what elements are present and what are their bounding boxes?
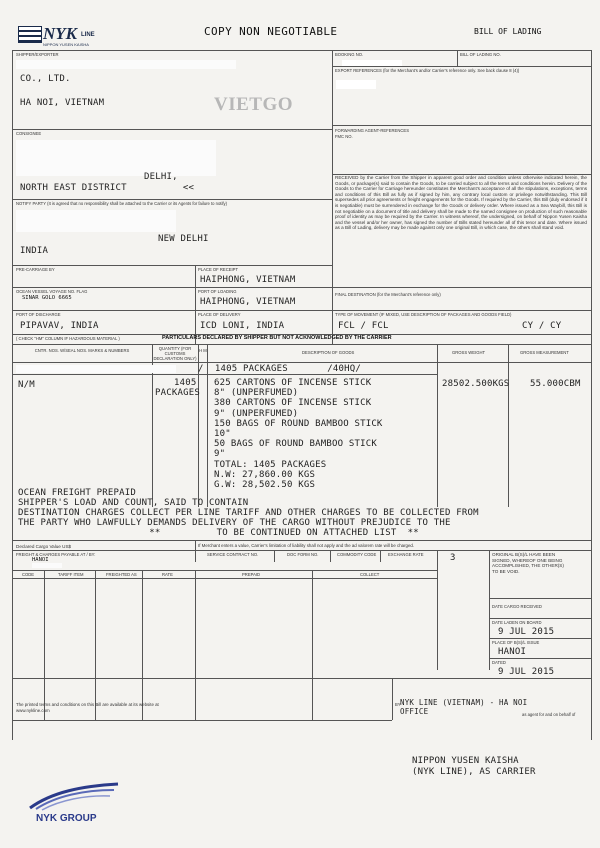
gross-weight-value: 28502.500KGS	[442, 379, 510, 389]
place-delivery-label: PLACE OF DELIVERY	[198, 312, 241, 317]
quantity-value: 1405	[174, 378, 197, 388]
tariff-label: TARIFF ITEM	[58, 572, 84, 577]
collect-label: COLLECT	[360, 572, 380, 577]
marks-value: N/M	[18, 380, 35, 390]
marks-label: CNTR. NOS. W/SEAL NOS. MARKS & NUMBERS	[34, 348, 130, 353]
port-loading-label: PORT OF LOADING	[198, 289, 237, 294]
goods-line: G.W: 28,502.50 KGS	[214, 480, 316, 491]
gross-weight-label: GROSS WEIGHT	[452, 350, 486, 355]
watermark: VIETGO	[214, 94, 294, 115]
quantity-unit: PACKAGES	[155, 388, 200, 398]
consignee-line2: NORTH EAST DISTRICT <<	[20, 183, 195, 193]
cargo-received-label: DATE CARGO RECEIVED	[492, 604, 542, 609]
bl-no-label: BILL OF LADING NO.	[460, 52, 501, 57]
agent-line1: NYK LINE (VIETNAM) - HA NOI	[400, 698, 528, 707]
place-delivery-value: ICD LONI, INDIA	[200, 321, 285, 331]
carrier-line1: NIPPON YUSEN KAISHA	[412, 756, 519, 766]
freight-payable-value: HANOI	[32, 557, 49, 563]
place-receipt-label: PLACE OF RECEIPT	[198, 267, 239, 272]
port-loading-value: HAIPHONG, VIETNAM	[200, 297, 296, 307]
hm-label: H M	[199, 348, 207, 353]
freight-payable-label: FREIGHT & CHARGES PAYABLE AT / BY:	[16, 552, 96, 557]
pre-carriage-label: PRE-CARRIAGE BY	[16, 267, 55, 272]
goods-line: 50 BAGS OF ROUND BAMBOO STICK	[214, 439, 377, 450]
logo-text: NYK	[43, 24, 77, 43]
particulars-label: PARTICULARS DECLARED BY SHIPPER BUT NOT ACKNOWLEDGED BY THE CARRIER	[162, 335, 392, 341]
date-laden-value: 9 JUL 2015	[498, 627, 555, 637]
freighted-as-label: FREIGHTED AS	[106, 572, 137, 577]
freight-clause: SHIPPER'S LOAD AND COUNT, SAID TO CONTAIN	[18, 498, 249, 508]
logo-sub: NIPPON YUSEN KAISHA	[43, 42, 89, 47]
final-dest-label: FINAL DESTINATION (for the Merchant's reference only)	[335, 292, 441, 297]
date-laden-label: DATE LADEN ON BOARD	[492, 620, 542, 625]
notify-line1: NEW DELHI	[158, 234, 209, 244]
shipper-line2: HA NOI, VIETNAM	[20, 98, 105, 108]
goods-line: 9" (UNPERFUMED)	[214, 408, 299, 419]
freight-clause: OCEAN FREIGHT PREPAID	[18, 488, 136, 498]
goods-line: 10"	[214, 429, 231, 440]
place-issue-label: PLACE OF B(S)/L ISSUE	[492, 640, 540, 645]
movement-label: TYPE OF MOVEMENT (IF MIXED, USE DESCRIPTION OF PACKAGES AND GOODS FIELD)	[335, 312, 512, 317]
commodity-label: COMMODITY CODE	[337, 552, 377, 557]
dated-label: DATED	[492, 660, 506, 665]
port-discharge-value: PIPAVAV, INDIA	[20, 321, 99, 331]
received-terms: RECEIVED by the Carrier from the Shipper in apparent good order and condition unless otherwise indicated herein, the Goods, or package(s) said to contain the Goods, to be carried subject to all the terms and conditions herein. Delivery of the Goods to the Carrier for Carriage hereunder constitutes the Merchant's acceptance of all the stipulations, exceptions, terms and conditions of this Bill as fully as if signed by him, any contrary local custom or privilege notwithstanding. This Bill supersedes all prior agreements or freight engagements for the Goods. If required by the Carrier, this Bill (duly endorsed if it is negotiable) must be surrendered in exchange for the Goods or delivery order. Where issued as a Sea Waybill, this Bill is not negotiable on a document of title and delivery shall be made to the named consignee on production of such reasonable proof of identity as may be required by the Carrier. In witness whereof, the undersigned, on behalf of Nippon Yusen Kaisha and the vessel and/or her owner, has signed the number of Bills stated hereunder all of this tenor and date. Where issued as a Bill of Lading, delivery may be made against only one original Bill, in which case, the others shall stand void.	[335, 175, 587, 231]
originals-count: 3	[450, 553, 456, 563]
gross-measure-value: 55.000CBM	[530, 379, 581, 389]
nyk-flag-icon	[18, 26, 42, 43]
goods-line: 9"	[214, 449, 226, 460]
code-label: CODE	[22, 572, 35, 577]
by-label: BY	[395, 702, 401, 707]
hazard-label: ( CHECK "HM" COLUMN IF HAZARDOUS MATERIAL )	[16, 336, 120, 341]
container-line: / 1405 PACKAGES /40HQ/	[198, 364, 361, 374]
prepaid-label: PREPAID	[242, 572, 261, 577]
freight-clauses	[18, 488, 479, 538]
booking-no-label: BOOKING NO.	[335, 52, 364, 57]
vessel-value: SINAR GOLO 6665	[22, 295, 72, 301]
exchange-label: EXCHANGE RATE	[388, 552, 424, 557]
declared-value-label: Declared Cargo Value US$	[16, 544, 72, 549]
bill-of-lading-page	[12, 22, 592, 830]
port-discharge-label: PORT OF DISCHARGE	[16, 312, 61, 317]
consignee-label: CONSIGNEE	[16, 131, 42, 136]
goods-line: 150 BAGS OF ROUND BAMBOO STICK	[214, 418, 383, 429]
shipper-line1: CO., LTD.	[20, 74, 71, 84]
qty-label: QUANTITY (FOR CUSTOMS DECLARATION ONLY)	[153, 346, 197, 361]
group-logo-text: NYK GROUP	[36, 813, 97, 824]
goods-line: N.W: 27,860.00 KGS	[214, 469, 316, 480]
agent-line2: OFFICE	[400, 707, 429, 716]
goods-description	[214, 378, 383, 490]
vessel-label: OCEAN VESSEL VOYAGE NO. FLAG	[16, 289, 88, 294]
logo-line: LINE	[81, 32, 95, 38]
declared-value-note: If Merchant enters a value, Carrier's limitation of liability shall not apply and the ad valorem rate will be charged.	[198, 543, 415, 548]
shipper-label: SHIPPER/EXPORTER	[16, 52, 59, 57]
goods-line: 8" (UNPERFUMED)	[214, 388, 299, 399]
freight-clause: DESTINATION CHARGES COLLECT PER LINE TARIFF AND OTHER CHARGES TO BE COLLECTED FROM	[18, 508, 479, 518]
printed-terms: The printed terms and conditions on this Bill are available at its website at www.nykline.com	[16, 702, 159, 713]
notify-line2: INDIA	[20, 246, 49, 256]
doc-form-label: DOC FORM NO.	[287, 552, 319, 557]
agent-note: as agent for and on behalf of	[522, 712, 576, 717]
carrier-line2: (NYK LINE), AS CARRIER	[412, 767, 536, 777]
forwarding-label: FORWARDING AGENT-REFERENCES	[335, 128, 409, 133]
freight-clause: ** TO BE CONTINUED ON ATTACHED LIST **	[138, 528, 419, 538]
document-title: COPY NON NEGOTIABLE	[204, 25, 338, 38]
movement-to: CY / CY	[522, 321, 562, 331]
nyk-swoosh-icon	[22, 782, 122, 812]
notify-label: NOTIFY PARTY (It is agreed that no responsibility shall be attached to the Carrier or its Agents for failure to notify)	[16, 201, 228, 206]
goods-line: TOTAL: 1405 PACKAGES	[214, 459, 327, 470]
nyk-logo	[18, 24, 98, 48]
rate-label: RATE	[162, 572, 173, 577]
gross-measure-label: GROSS MEASUREMENT	[520, 350, 569, 355]
consignee-line1: DELHI,	[144, 172, 178, 182]
fmc-no-label: FMC NO.	[335, 134, 353, 139]
goods-line: 625 CARTONS OF INCENSE STICK	[214, 378, 372, 388]
movement-from: FCL / FCL	[338, 321, 389, 331]
export-refs-label: EXPORT REFERENCES (for the Merchant's and/or Carrier's reference only. See back clause 8 (4))	[335, 68, 520, 73]
place-issue-value: HANOI	[498, 647, 527, 657]
dated-value: 9 JUL 2015	[498, 667, 555, 677]
description-label: DESCRIPTION OF GOODS	[302, 350, 355, 355]
nyk-group-logo	[22, 782, 122, 828]
document-type: BILL OF LADING	[474, 27, 542, 36]
originals-label: ORIGINAL B(S)/L HAVE BEEN SIGNED, WHEREOF ONE BEING ACCOMPLISHED, THE OTHER(S) TO BE VOID.	[492, 552, 564, 574]
service-contract-label: SERVICE CONTRACT NO.	[207, 552, 259, 557]
place-receipt-value: HAIPHONG, VIETNAM	[200, 275, 296, 285]
freight-clause: THE PARTY WHO LAWFULLY DEMANDS DELIVERY OF THE CARGO WITHOUT PREJUDICE TO THE	[18, 518, 451, 528]
goods-line: 380 CARTONS OF INCENSE STICK	[214, 398, 372, 409]
